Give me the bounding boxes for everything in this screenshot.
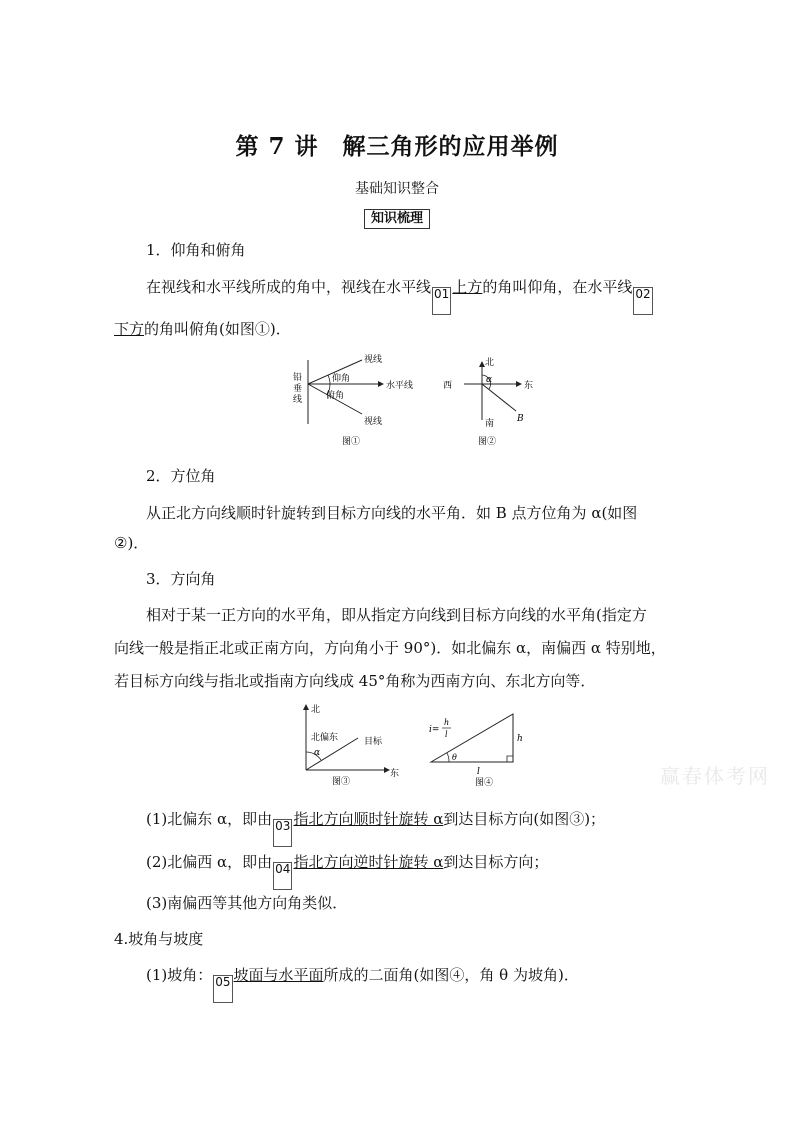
ne-label: 北偏东 xyxy=(311,733,339,743)
section4-line1 xyxy=(146,965,579,1003)
blank-box-02: 02 xyxy=(633,287,652,315)
east-arrow-icon xyxy=(516,381,522,387)
sight-bottom-label: 视线 xyxy=(364,417,383,427)
slope-h-numerator: h xyxy=(444,718,450,727)
north-label: 北 xyxy=(485,358,495,368)
figure-4-caption: 图④ xyxy=(475,778,494,788)
theta-label: θ xyxy=(452,753,457,762)
answer-02: 下方 xyxy=(114,320,145,338)
horizontal-label: 水平线 xyxy=(386,381,414,391)
section1-heading: 1．仰角和俯角 xyxy=(146,241,246,259)
tag-container xyxy=(0,207,794,229)
alpha-label: α xyxy=(314,748,321,758)
slope-i-label: i= xyxy=(429,725,440,735)
south-label: 南 xyxy=(485,419,495,429)
text: 的角叫仰角，在水平线 xyxy=(482,278,633,296)
knowledge-tag: 知识梳理 xyxy=(364,209,430,229)
alpha-label: α xyxy=(486,375,493,385)
figure-2-caption: 图② xyxy=(478,437,497,447)
section2-line2: ②)． xyxy=(114,534,149,552)
west-label: 西 xyxy=(443,381,453,391)
section1-line2 xyxy=(114,319,291,339)
item-2 xyxy=(146,852,548,890)
length-label: l xyxy=(477,767,480,777)
figure-4-slope xyxy=(425,708,525,788)
section4-heading: 4.坡角与坡度 xyxy=(114,930,204,948)
text: 在视线和水平线所成的角中，视线在水平线 xyxy=(146,278,432,296)
section-subtitle: 基础知识整合 xyxy=(355,181,439,197)
depression-label: 俯角 xyxy=(326,391,345,401)
section3-line1: 相对于某一正方向的水平角，即从指定方向线到目标方向线的水平角(指定方 xyxy=(146,606,647,624)
section2-heading: 2．方位角 xyxy=(146,467,216,485)
figure-3-caption: 图③ xyxy=(332,777,351,787)
right-angle-mark xyxy=(507,756,513,762)
text: 到达目标方向； xyxy=(443,853,549,871)
answer-01: 上方 xyxy=(452,278,483,296)
figure-1-caption: 图① xyxy=(342,437,361,447)
text: 到达目标方向(如图③)； xyxy=(443,810,606,828)
target-line xyxy=(482,384,516,411)
figure-1-elevation-depression xyxy=(290,352,420,447)
target-label: 目标 xyxy=(364,737,383,747)
watermark: 赢春体考网 xyxy=(660,764,770,788)
item-3: (3)南偏西等其他方向角类似． xyxy=(146,894,348,912)
east-label: 东 xyxy=(524,381,534,391)
blank-box-01: 01 xyxy=(432,287,451,315)
blank-box-03: 03 xyxy=(273,819,292,847)
section2-line1: 从正北方向线顺时针旋转到目标方向线的水平角．如 B 点方位角为 α(如图 xyxy=(146,504,638,522)
answer-04: 指北方向逆时针旋转 α xyxy=(293,853,444,871)
north-label: 北 xyxy=(311,705,321,715)
elevation-label: 仰角 xyxy=(332,374,351,384)
answer-03: 指北方向顺时针旋转 α xyxy=(293,810,444,828)
figure-3-direction-angle xyxy=(296,702,406,788)
blank-box-05: 05 xyxy=(213,975,232,1003)
text: (2)北偏西 α，即由 xyxy=(146,853,273,871)
section3-line2: 向线一般是指正北或正南方向，方向角小于 90°)．如北偏东 α，南偏西 α 特别地， xyxy=(114,639,666,657)
section1-line1 xyxy=(146,277,654,315)
text: 的角叫俯角(如图①)． xyxy=(144,320,291,338)
section3-line3: 若目标方向线与指北或指南方向线成 45°角称为西南方向、东北方向等． xyxy=(114,672,596,690)
section3-heading: 3．方向角 xyxy=(146,570,216,588)
v-char-1: 铅 xyxy=(293,373,303,383)
theta-arc xyxy=(447,753,449,762)
point-b-label: B xyxy=(517,414,524,424)
answer-05: 坡面与水平面 xyxy=(233,966,324,984)
v-char-2: 垂 xyxy=(293,384,303,394)
text: 所成的二面角(如图④，角 θ 为坡角)． xyxy=(323,966,579,984)
east-label: 东 xyxy=(390,769,400,779)
page-title: 第 7 讲 解三角形的应用举例 xyxy=(235,133,559,160)
arrow-icon xyxy=(378,381,384,387)
height-label: h xyxy=(517,734,523,744)
north-arrow-icon xyxy=(303,704,309,710)
item-1 xyxy=(146,809,605,847)
elevation-arc xyxy=(328,375,330,384)
slope-l-denominator: l xyxy=(445,730,448,739)
figure-2-bearing xyxy=(440,355,550,447)
v-char-3: 线 xyxy=(293,395,303,405)
blank-box-04: 04 xyxy=(273,862,292,890)
sight-top-label: 视线 xyxy=(364,355,383,365)
vertical-label xyxy=(293,371,302,405)
text: (1)北偏东 α，即由 xyxy=(146,810,273,828)
text: (1)坡角： xyxy=(146,966,213,984)
